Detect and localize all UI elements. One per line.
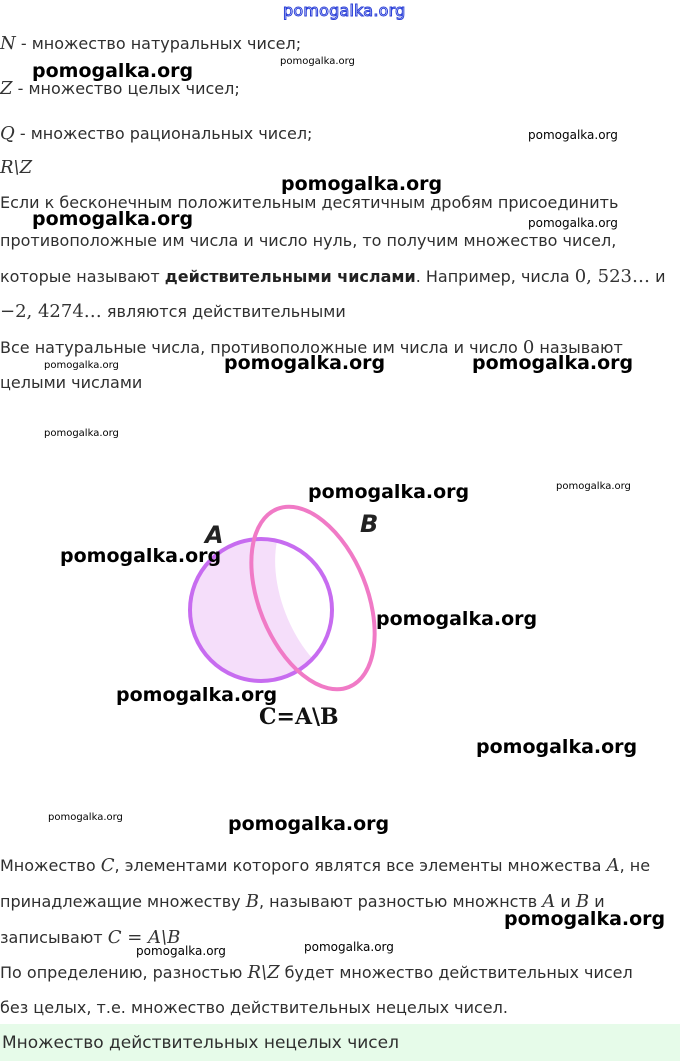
watermark: pomogalka.org — [136, 944, 226, 958]
watermark: pomogalka.org — [280, 56, 355, 67]
watermark: pomogalka.org — [32, 60, 194, 82]
diagram-caption: C=A\B — [259, 704, 339, 730]
watermark: pomogalka.org — [528, 216, 618, 230]
watermark: pomogalka.org — [476, 736, 638, 758]
paragraph-integers-1: Все натуральные числа, противоположные им числа и число 0 называют — [0, 337, 623, 358]
paragraph-difference-1: Множество C, элементами которого являтся все элементы множества A, не — [0, 855, 651, 876]
watermark: pomogalka.org — [228, 813, 390, 835]
watermark: pomogalka.org — [281, 173, 443, 195]
watermark: pomogalka.org — [48, 812, 123, 823]
paragraph-real-1: Если к бесконечным положительным десятичным дробям присоединить — [0, 193, 619, 212]
paragraph-difference-2: принадлежащие множеству B, называют разностью множнств A и B и — [0, 891, 605, 912]
header-watermark: pomogalka.org — [283, 1, 406, 20]
paragraph-definition-2: без целых, т.е. множество действительных нецелых чисел. — [0, 998, 508, 1017]
watermark: pomogalka.org — [304, 940, 394, 954]
watermark: pomogalka.org — [32, 208, 194, 230]
definition-rational: Q - множество рациональных чисел; — [0, 123, 313, 144]
formula-r-minus-z: R\Z — [0, 157, 33, 178]
label-a: A — [205, 521, 224, 549]
definition-natural: N - множество натуральных чисел; — [0, 33, 302, 54]
watermark: pomogalka.org — [376, 608, 538, 630]
watermark: pomogalka.org — [504, 908, 666, 930]
watermark: pomogalka.org — [44, 428, 119, 439]
watermark: pomogalka.org — [224, 352, 386, 374]
paragraph-difference-3: записывают C = A\B — [0, 927, 181, 948]
watermark: pomogalka.org — [472, 352, 634, 374]
next-section-heading[interactable] — [0, 1024, 680, 1061]
watermark: pomogalka.org — [308, 481, 470, 503]
paragraph-real-4: −2, 4274… являются действительными — [0, 301, 346, 322]
watermark: pomogalka.org — [556, 481, 631, 492]
watermark: pomogalka.org — [44, 360, 119, 371]
label-b: B — [360, 510, 379, 538]
watermark: pomogalka.org — [60, 545, 222, 567]
paragraph-integers-2: целыми числами — [0, 373, 143, 392]
watermark: pomogalka.org — [528, 128, 618, 142]
paragraph-real-3: которые называют действительными числами. Например, числа 0, 523… и — [0, 266, 666, 287]
next-section-title: Множество действительных нецелых чисел — [2, 1033, 399, 1053]
paragraph-real-2: противоположные им числа и число нуль, то получим множество чисел, — [0, 231, 617, 250]
paragraph-definition-1: По определению, разностью R\Z будет множество действительных чисел — [0, 962, 633, 983]
watermark: pomogalka.org — [116, 684, 278, 706]
definition-integers: Z - множество целых чисел; — [0, 78, 240, 99]
